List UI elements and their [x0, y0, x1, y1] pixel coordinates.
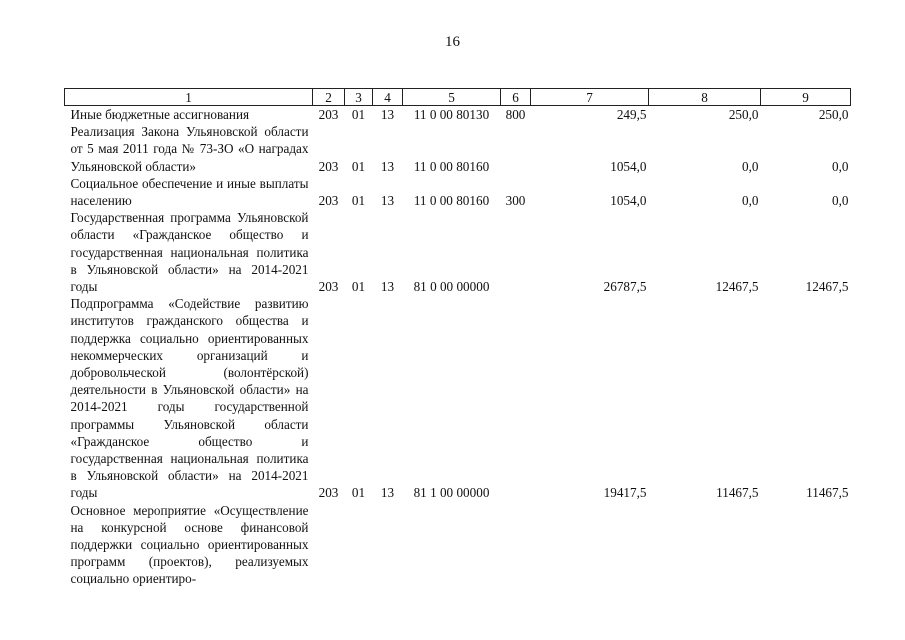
header-col-5: 5: [403, 89, 501, 106]
row-code-admin: 203: [318, 193, 339, 209]
row-amount-col8: 11467,5: [716, 485, 759, 501]
page-number: 16: [445, 34, 460, 50]
row-amount-col7: 1054,0: [610, 193, 647, 209]
row-code-expense-type: [501, 209, 531, 295]
budget-table: [64, 88, 851, 588]
header-col-3: 3: [345, 89, 373, 106]
row-code-admin: [313, 502, 345, 588]
row-amount-col8: 250,0: [728, 107, 759, 122]
header-col-7: 7: [531, 89, 649, 106]
row-code-subsection: [373, 502, 403, 588]
row-code-admin: 203: [318, 107, 339, 122]
row-code-section: 01: [351, 158, 366, 174]
row-amount-col7: 26787,5: [603, 279, 647, 295]
row-code-subsection: 13: [380, 485, 395, 501]
row-amount-col9: [761, 502, 851, 588]
row-amount-col7: 1054,0: [610, 158, 647, 174]
table-header-row: [65, 89, 851, 106]
row-code-section: 01: [351, 485, 366, 501]
row-code-admin: 203: [318, 279, 339, 295]
row-code-target: [403, 502, 501, 588]
row-name: Иные бюджетные ассигнования: [70, 107, 250, 122]
row-code-expense-type: [501, 502, 531, 588]
header-col-8: 8: [649, 89, 761, 106]
row-amount-col9: 11467,5: [806, 485, 849, 501]
table-row: [65, 123, 851, 175]
table-row: [65, 295, 851, 501]
row-code-target: 81 1 00 00000: [413, 485, 490, 501]
row-amount-col8: [649, 502, 761, 588]
row-code-expense-type: [501, 123, 531, 175]
row-code-section: [345, 502, 373, 588]
row-amount-col9: 0,0: [832, 193, 849, 209]
row-name: Подпрограмма «Содействие развитию институтов гражданского общества и поддержка социально ориентированных некоммерческих организаций и добровольческой (волонтёрской) деятельности в Ульяновской области» на 2014-2021 годы государственной программы Ульяновской области «Гражданское общество и государственная национальная политика в Ульяновской области» на 2014-2021 годы: [70, 296, 309, 501]
row-amount-col8: 0,0: [742, 158, 759, 174]
row-code-section: 01: [351, 279, 366, 295]
row-name: Государственная программа Ульяновской области «Гражданское общество и государственная национальная политика в Ульяновской области» на 2014-2021 годы: [70, 210, 309, 295]
row-amount-col8: 0,0: [742, 193, 759, 209]
row-code-subsection: 13: [380, 279, 395, 295]
row-code-section: 01: [351, 107, 366, 122]
header-col-6: 6: [501, 89, 531, 106]
row-code-target: 11 0 00 80130: [413, 107, 490, 122]
row-code-subsection: 13: [380, 193, 395, 209]
table-row: [65, 209, 851, 295]
row-name: Социальное обеспечение и иные выплаты населению: [70, 175, 309, 209]
header-col-4: 4: [373, 89, 403, 106]
row-amount-col7: 249,5: [616, 107, 647, 122]
row-code-section: 01: [351, 193, 366, 209]
header-col-2: 2: [313, 89, 345, 106]
header-col-9: 9: [761, 89, 851, 106]
row-amount-col7: [531, 502, 649, 588]
row-code-expense-type: 300: [505, 193, 526, 209]
row-code-subsection: 13: [380, 107, 395, 122]
row-code-expense-type: 800: [505, 107, 526, 122]
row-code-admin: 203: [318, 158, 339, 174]
row-code-target: 81 0 00 00000: [413, 279, 490, 295]
table-row: [65, 175, 851, 209]
row-code-admin: 203: [318, 485, 339, 501]
table-row: [65, 502, 851, 588]
row-amount-col9: 12467,5: [805, 279, 849, 295]
row-amount-col9: 250,0: [818, 107, 849, 122]
row-code-expense-type: [501, 295, 531, 501]
row-code-target: 11 0 00 80160: [413, 193, 490, 209]
table-row: [65, 106, 851, 124]
row-code-target: 11 0 00 80160: [413, 158, 490, 174]
header-col-1: 1: [65, 89, 313, 106]
row-amount-col7: 19417,5: [603, 485, 647, 501]
row-code-subsection: 13: [380, 158, 395, 174]
row-amount-col9: 0,0: [832, 158, 849, 174]
row-name: Основное мероприятие «Осуществление на конкурсной основе финансовой поддержки социально ориентированных программ (проектов), реализуемых социально ориентиро-: [70, 502, 309, 587]
row-amount-col8: 12467,5: [715, 279, 759, 295]
row-name: Реализация Закона Ульяновской области от 5 мая 2011 года № 73-ЗО «О наградах Ульяновской области»: [70, 124, 309, 174]
